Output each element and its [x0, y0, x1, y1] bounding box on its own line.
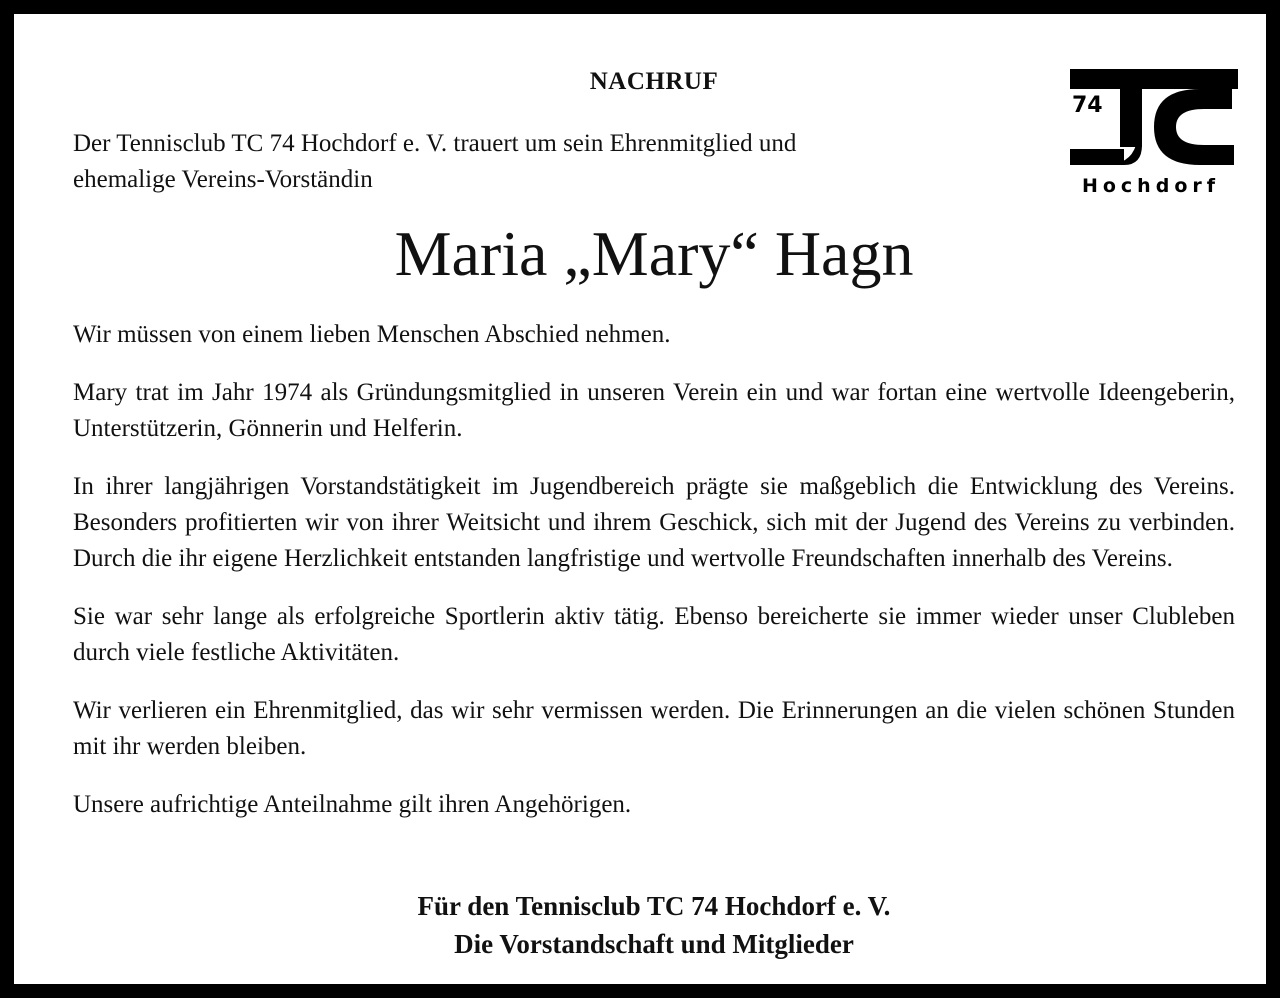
deceased-name: Maria „Mary“ Hagn	[394, 218, 914, 289]
signature-block	[14, 887, 1280, 963]
paragraph: In ihrer langjährigen Vorstandstätigkeit im Jugendbereich prägte sie maßgeblich die Entwicklung des Vereins. Besonders profitierten wir von ihrer Weitsicht und ihrem Geschick, sich mit der Jugend des Vereins zu verbinden. Durch die ihr eigene Herzlichkeit entstanden langfristige und wertvolle Freundschaften innerhalb des Vereins.	[73, 473, 1235, 572]
paragraph: Unsere aufrichtige Anteilnahme gilt ihren Angehörigen.	[73, 791, 632, 818]
logo-j-stem	[1120, 69, 1142, 147]
intro-line: ehemalige Vereins-Vorständin	[73, 166, 373, 193]
notice-heading: NACHRUF	[589, 68, 719, 95]
paragraph: Sie war sehr lange als erfolgreiche Sportlerin aktiv tätig. Ebenso bereicherte sie immer wieder unser Clubleben durch viele festliche Aktivitäten.	[73, 603, 1235, 666]
intro-line: Der Tennisclub TC 74 Hochdorf e. V. trauert um sein Ehrenmitglied und	[73, 130, 797, 157]
signature-line: Die Vorstandschaft und Mitglieder	[454, 929, 854, 959]
club-logo	[1064, 69, 1239, 197]
logo-j-base	[1070, 149, 1124, 165]
paragraph: Wir verlieren ein Ehrenmitglied, das wir sehr vermissen werden. Die Erinnerungen an die vielen schönen Stunden mit ihr werden bleiben.	[73, 697, 1235, 760]
paragraph: Wir müssen von einem lieben Menschen Abschied nehmen.	[73, 321, 671, 348]
logo-c-shape	[1154, 89, 1234, 165]
intro-text	[73, 126, 1003, 198]
signature-line: Für den Tennisclub TC 74 Hochdorf e. V.	[417, 891, 891, 921]
paragraph: Mary trat im Jahr 1974 als Gründungsmitglied in unseren Verein ein und war fortan eine wertvolle Ideengeberin, Unterstützerin, Gönnerin und Helferin.	[73, 379, 1235, 442]
logo-place: Hochdorf	[1081, 175, 1221, 197]
logo-number: 74	[1072, 93, 1103, 118]
logo-top-bar	[1070, 69, 1238, 89]
notice-body	[73, 317, 1235, 845]
